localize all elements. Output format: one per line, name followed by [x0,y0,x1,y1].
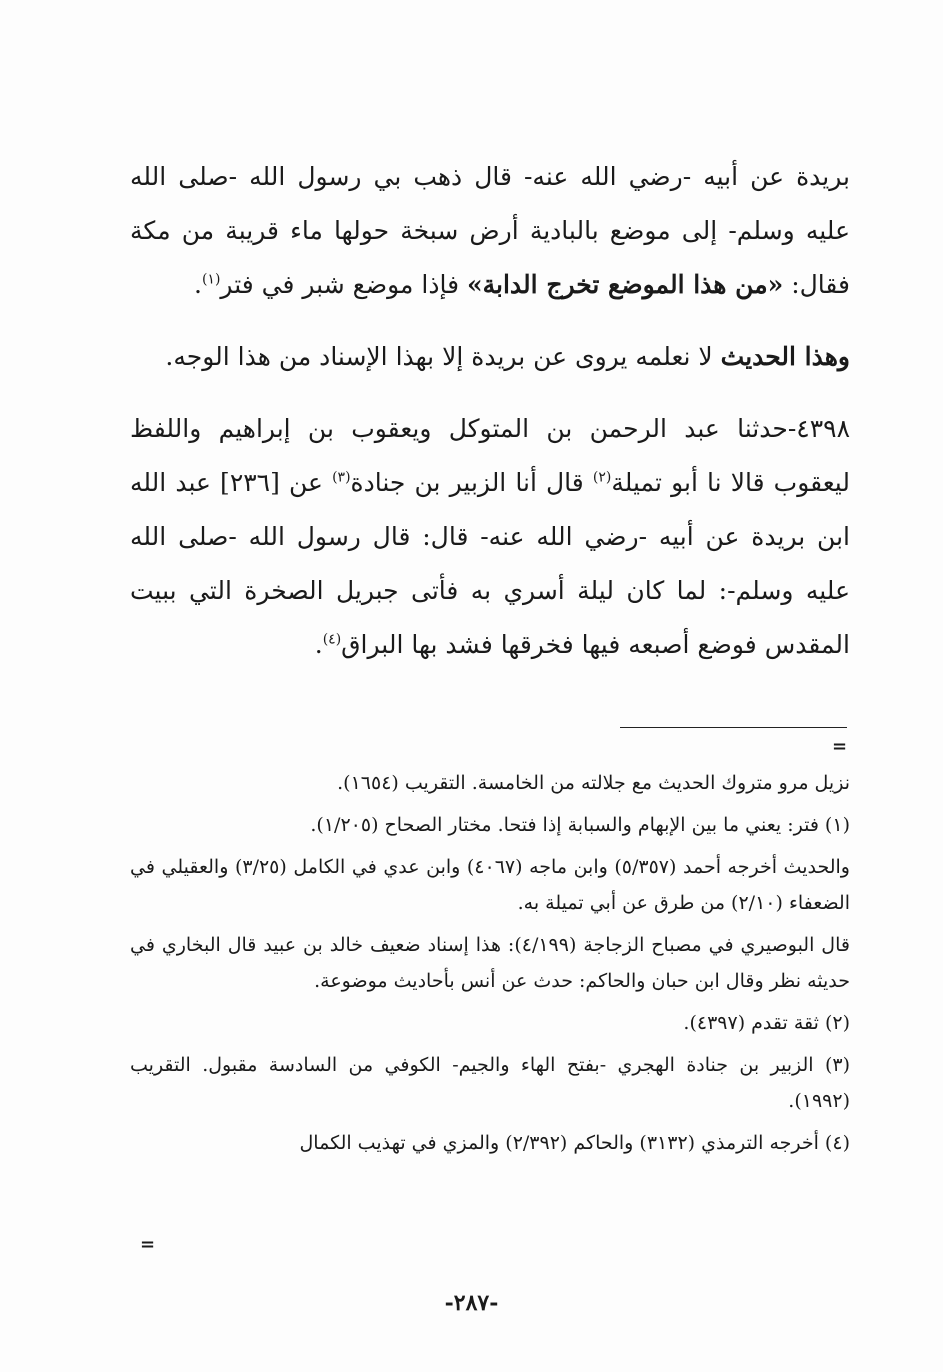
footnote-3: (٣) الزبير بن جنادة الهجري -بفتح الهاء والجيم- الكوفي من السادسة مقبول. التقريب (١٩٩٢). [130,1054,850,1112]
page-number: -٢٨٧- [444,1290,499,1316]
para3-text-a: ٤٣٩٨-حدثنا عبد الرحمن بن المتوكل ويعقوب بن إبراهيم واللفظ ليعقوب قالا نا أبو تميلة [130,414,850,497]
footnote-ref-4: (٤) [322,631,342,648]
footnote-ref-3: (٣) [332,469,351,486]
footnote-1: (١) فتر: يعني ما بين الإبهام والسبابة إذا فتحا. مختار الصحاح (١/٢٠٥). [310,814,850,836]
footnote-4: (٤) أخرجه الترمذي (٣١٣٢) والحاكم (٢/٣٩٢) والمزي في تهذيب الكمال [299,1132,850,1154]
continuation-mark-top: = [832,736,848,757]
para3-text-b: قال أنا الزبير بن جنادة [350,468,593,497]
footnote-1-busiri: قال البوصيري في مصباح الزجاجة (٤/١٩٩): هذا إسناد ضعيف خالد بن عبيد قال البخاري في حديثه نظر وقال ابن حبان والحاكم: حدث عن أنس بأحاديث موضوعة. [130,934,850,992]
para2-bold-lead: وهذا الحديث [720,342,850,371]
footnote-ref-2: (٢) [592,469,612,486]
paragraph-2 [130,330,850,384]
para3-text-c: عن [٢٣٦] عبد الله ابن بريدة عن أبيه -رضي الله عنه- قال: قال رسول الله -صلى الله عليه وسلم-: لما كان ليلة أسري به فأتى جبريل الصخرة التي ببيت المقدس فوضع أصبعه فيها فخرقها فشد بها البراق [130,468,850,659]
footnotes [130,765,850,1167]
para3-end: . [314,630,323,659]
footnote-separator [620,727,847,728]
main-text [130,150,850,690]
continuation-mark-bottom: = [140,1234,156,1255]
para1-bold-quote: «من هذا الموضع تخرج الدابة» [467,270,784,299]
footnote-1-takhrij: والحديث أخرجه أحمد (٥/٣٥٧) وابن ماجه (٤٠٦٧) وابن عدي في الكامل (٣/٢٥) والعقيلي في الضعفاء (٢/١٠) من طرق عن أبي تميلة به. [130,856,850,914]
footnote-2: (٢) ثقة تقدم (٤٣٩٧). [683,1012,850,1034]
footnote-ref-1: (١) [201,271,221,288]
paragraph-3 [130,402,850,672]
para1-text: بريدة عن أبيه -رضي الله عنه- قال ذهب بي رسول الله -صلى الله عليه وسلم- إلى موضع بالبادية أرض سبخة حولها ماء قريبة من مكة فقال: [130,162,850,299]
para1-end: فإذا موضع شبر في فتر [220,270,467,299]
paragraph-1 [130,150,850,312]
footnote-continued: نزيل مرو متروك الحديث مع جلالته من الخامسة. التقريب (١٦٥٤). [337,772,850,794]
para1-period: . [193,270,202,299]
para2-text: لا نعلمه يروى عن بريدة إلا بهذا الإسناد من هذا الوجه. [165,342,721,371]
